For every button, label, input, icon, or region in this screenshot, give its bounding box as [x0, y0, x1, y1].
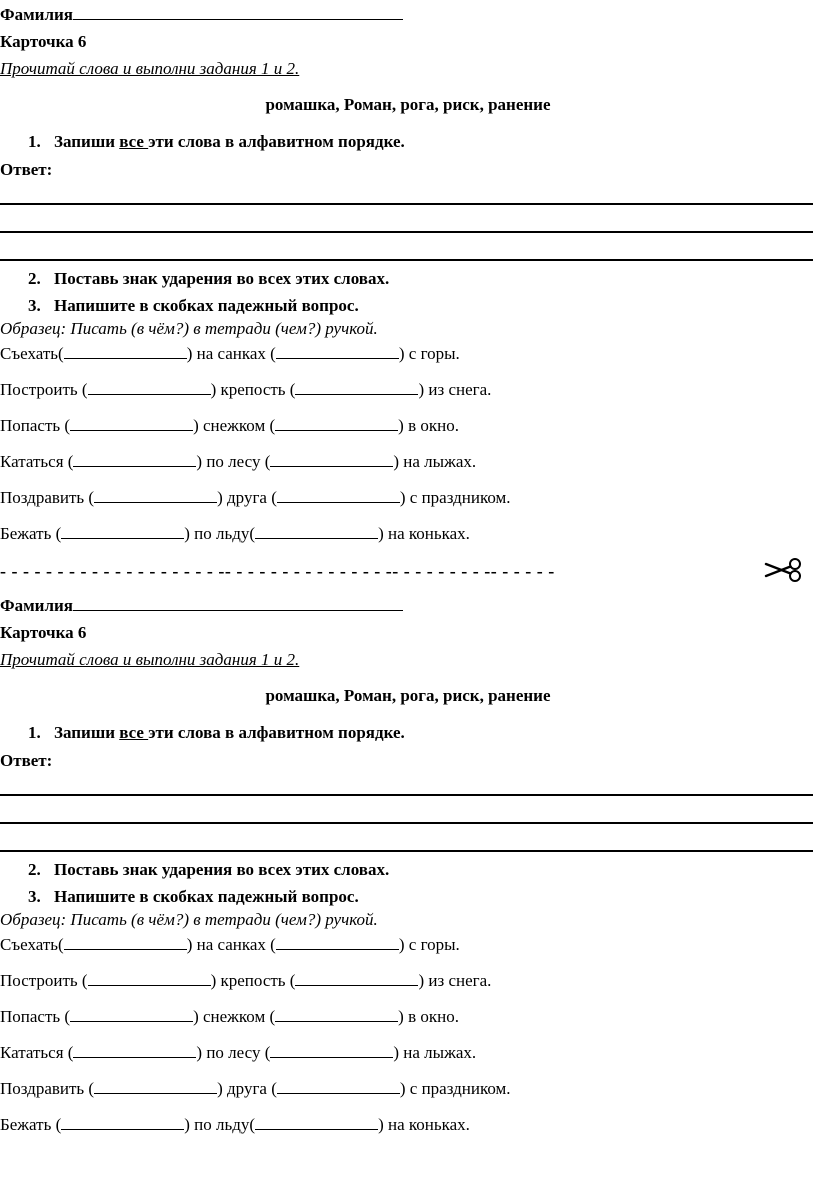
case-question-blank[interactable] [88, 379, 211, 395]
answer-line-2[interactable] [0, 822, 813, 824]
cut-dashes: - - - - - - - - - - - - - - - - - - - -- - - - - - - - - - - - - - -- - - - - - - - -- - - - - - [0, 561, 555, 581]
task-2: 2. Поставь знак ударения во всех этих словах. [28, 860, 390, 879]
case-question-blank[interactable] [73, 451, 196, 467]
card-2 [0, 591, 816, 1176]
case-question-blank[interactable] [70, 415, 193, 431]
card-title: Карточка 6 [0, 623, 87, 642]
case-question-blank[interactable] [88, 970, 211, 986]
task-3: 3. Напишите в скобках падежный вопрос. [28, 296, 359, 315]
case-question-blank[interactable] [275, 415, 398, 431]
surname-row [0, 4, 403, 25]
case-question-blank[interactable] [64, 934, 187, 950]
answer-line-3[interactable] [0, 850, 813, 852]
answer-line-1[interactable] [0, 794, 813, 796]
word-list: ромашка, Роман, рога, риск, ранение [265, 95, 551, 114]
sentence-1: Съехать( ) на санках ( ) с горы. [0, 935, 460, 954]
case-question-blank[interactable] [276, 343, 399, 359]
sentence-6: Бежать ( ) по льду( ) на коньках. [0, 524, 470, 543]
sentence-3: Попасть ( ) снежком ( ) в окно. [0, 416, 459, 435]
word-list: ромашка, Роман, рога, риск, ранение [265, 686, 551, 705]
surname-label: Фамилия [0, 596, 74, 615]
instruction: Прочитай слова и выполни задания 1 и 2. [0, 650, 300, 669]
sentence-2: Построить ( ) крепость ( ) из снега. [0, 380, 492, 399]
case-question-blank[interactable] [276, 934, 399, 950]
task-1: 1. Запиши все эти слова в алфавитном порядке. [28, 723, 405, 742]
sentence-6: Бежать ( ) по льду( ) на коньках. [0, 1115, 470, 1134]
sentence-5: Поздравить ( ) друга ( ) с праздником. [0, 1079, 511, 1098]
answer-line-3[interactable] [0, 259, 813, 261]
case-question-blank[interactable] [277, 1078, 400, 1094]
case-question-blank[interactable] [61, 523, 184, 539]
answer-line-1[interactable] [0, 203, 813, 205]
task-1: 1. Запиши все эти слова в алфавитном порядке. [28, 132, 405, 151]
instruction: Прочитай слова и выполни задания 1 и 2. [0, 59, 300, 78]
surname-label: Фамилия [0, 5, 74, 24]
case-question-blank[interactable] [255, 1114, 378, 1130]
case-question-blank[interactable] [295, 379, 418, 395]
case-question-blank[interactable] [295, 970, 418, 986]
case-question-blank[interactable] [64, 343, 187, 359]
case-question-blank[interactable] [277, 487, 400, 503]
scissors-icon [762, 556, 804, 584]
case-question-blank[interactable] [270, 451, 393, 467]
task-3: 3. Напишите в скобках падежный вопрос. [28, 887, 359, 906]
case-question-blank[interactable] [61, 1114, 184, 1130]
cut-line [0, 558, 816, 584]
sentence-4: Кататься ( ) по лесу ( ) на лыжах. [0, 1043, 477, 1062]
card-1 [0, 0, 816, 585]
case-question-blank[interactable] [275, 1006, 398, 1022]
sentence-1: Съехать( ) на санках ( ) с горы. [0, 344, 460, 363]
surname-blank[interactable] [73, 4, 403, 20]
sentence-2: Построить ( ) крепость ( ) из снега. [0, 971, 492, 990]
surname-row [0, 595, 403, 616]
case-question-blank[interactable] [73, 1042, 196, 1058]
case-question-blank[interactable] [94, 487, 217, 503]
example: Образец: Писать (в чём?) в тетради (чем?) ручкой. [0, 910, 378, 929]
card-title: Карточка 6 [0, 32, 87, 51]
task-2: 2. Поставь знак ударения во всех этих словах. [28, 269, 390, 288]
sentence-4: Кататься ( ) по лесу ( ) на лыжах. [0, 452, 477, 471]
sentence-3: Попасть ( ) снежком ( ) в окно. [0, 1007, 459, 1026]
case-question-blank[interactable] [255, 523, 378, 539]
answer-label: Ответ: [0, 751, 53, 770]
answer-label: Ответ: [0, 160, 53, 179]
case-question-blank[interactable] [94, 1078, 217, 1094]
case-question-blank[interactable] [270, 1042, 393, 1058]
answer-line-2[interactable] [0, 231, 813, 233]
example: Образец: Писать (в чём?) в тетради (чем?) ручкой. [0, 319, 378, 338]
surname-blank[interactable] [73, 595, 403, 611]
case-question-blank[interactable] [70, 1006, 193, 1022]
sentence-5: Поздравить ( ) друга ( ) с праздником. [0, 488, 511, 507]
